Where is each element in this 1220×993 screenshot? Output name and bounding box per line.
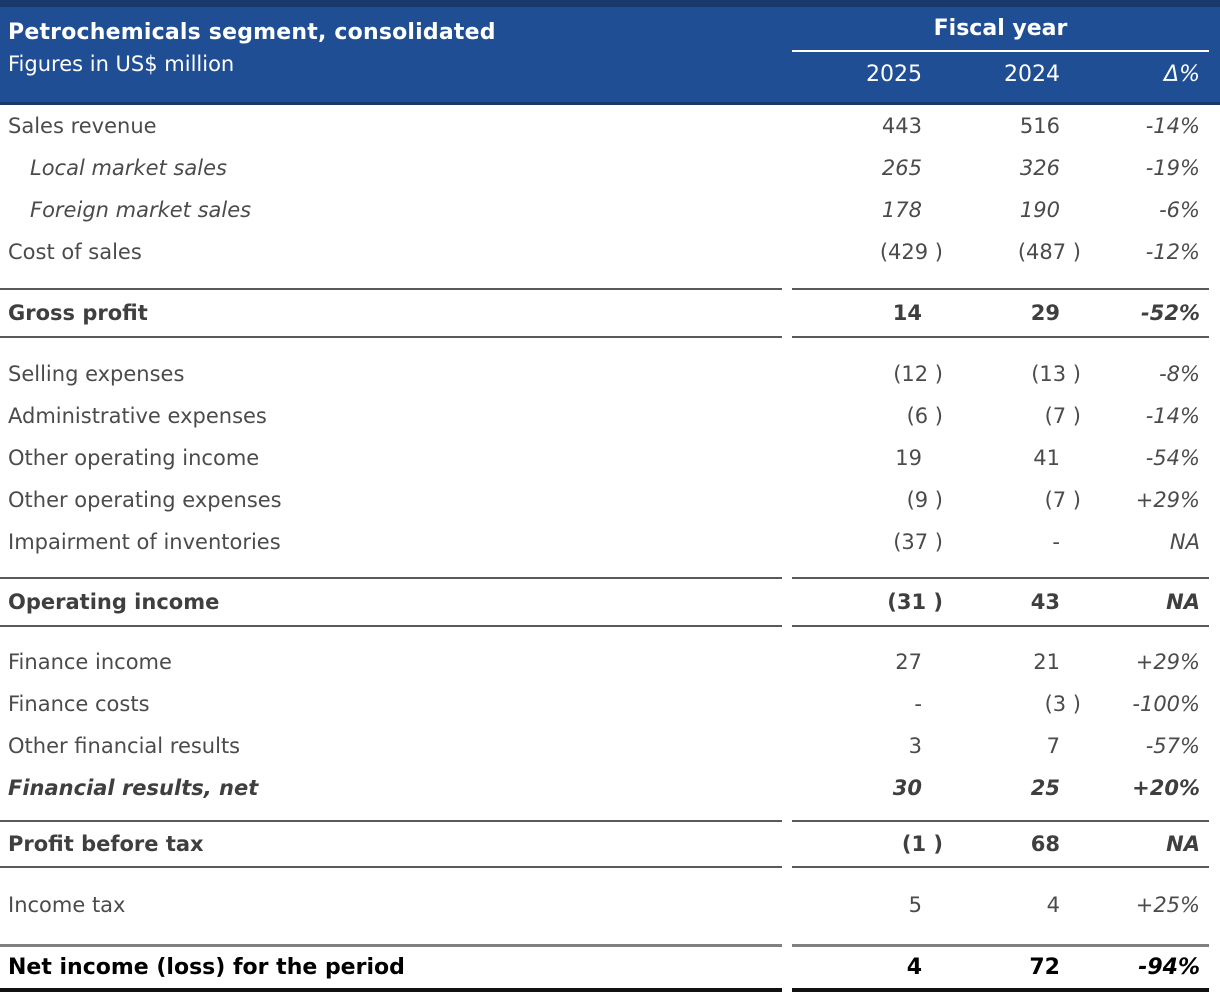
value-2025: 443	[881, 114, 922, 138]
value-delta: -19%	[1145, 156, 1200, 180]
fiscal-year-underline	[792, 50, 1209, 52]
value-2025: 19	[895, 446, 922, 470]
table-row-net-income	[0, 947, 1220, 988]
value-2024: 21	[1033, 650, 1060, 674]
table-header	[0, 0, 1220, 105]
row-label: Selling expenses	[8, 362, 185, 386]
value-2024: (7 )	[1044, 488, 1081, 512]
value-delta: -57%	[1145, 734, 1200, 758]
value-delta: -54%	[1145, 446, 1200, 470]
row-label: Other financial results	[8, 734, 241, 758]
value-delta: NA	[1169, 530, 1200, 554]
column-header-delta: Δ%	[1164, 62, 1200, 87]
table-row	[0, 884, 1220, 926]
row-label: Operating income	[8, 590, 220, 614]
row-label: Administrative expenses	[8, 404, 267, 428]
table-row	[0, 147, 1220, 189]
spacer	[0, 926, 1220, 944]
table-row	[0, 353, 1220, 395]
units-subtitle: Figures in US$ million	[8, 52, 235, 76]
table-row	[0, 105, 1220, 147]
row-label: Other operating expenses	[8, 488, 282, 512]
value-delta: -12%	[1145, 240, 1200, 264]
value-2025: 3	[908, 734, 922, 758]
table-row	[0, 641, 1220, 683]
spacer	[0, 338, 1220, 353]
column-header-2024: 2024	[1004, 62, 1060, 87]
value-2024: (7 )	[1044, 404, 1081, 428]
value-delta: +29%	[1135, 488, 1200, 512]
table-row-subtotal	[0, 767, 1220, 809]
value-delta: +25%	[1135, 893, 1200, 917]
spacer	[0, 273, 1220, 288]
value-delta: NA	[1166, 590, 1200, 614]
spacer	[0, 563, 1220, 577]
row-label: Local market sales	[30, 156, 227, 180]
row-label: Financial results, net	[8, 776, 259, 800]
section-rule	[0, 625, 1220, 627]
value-2024: 29	[1030, 301, 1060, 325]
value-delta: -14%	[1145, 114, 1200, 138]
section-rule	[0, 820, 1220, 822]
row-label: Foreign market sales	[30, 198, 252, 222]
table-row-total	[0, 290, 1220, 336]
table-row	[0, 437, 1220, 479]
value-2025: (31 )	[887, 590, 943, 614]
row-label: Sales revenue	[8, 114, 157, 138]
row-label: Profit before tax	[8, 832, 204, 856]
value-2024: 190	[1019, 198, 1060, 222]
value-delta: -94%	[1138, 955, 1200, 980]
column-header-2025: 2025	[866, 62, 922, 87]
row-label: Net income (loss) for the period	[8, 955, 405, 980]
row-label: Finance income	[8, 650, 172, 674]
value-delta: -8%	[1159, 362, 1200, 386]
value-2025: (1 )	[901, 832, 943, 856]
row-label: Finance costs	[8, 692, 150, 716]
row-label: Gross profit	[8, 301, 148, 325]
row-label: Other operating income	[8, 446, 260, 470]
row-label: Income tax	[8, 893, 126, 917]
row-label: Cost of sales	[8, 240, 142, 264]
column-headers	[792, 59, 1209, 87]
value-2024: 41	[1033, 446, 1060, 470]
table-row	[0, 231, 1220, 273]
value-delta: -100%	[1132, 692, 1200, 716]
value-delta: +20%	[1132, 776, 1200, 800]
spacer	[0, 868, 1220, 884]
value-2025: 14	[892, 301, 922, 325]
value-delta: -14%	[1145, 404, 1200, 428]
spacer	[0, 627, 1220, 641]
value-delta: NA	[1166, 832, 1200, 856]
value-2024: (13 )	[1031, 362, 1081, 386]
spacer	[0, 809, 1220, 820]
value-2024: 43	[1030, 590, 1060, 614]
table-row	[0, 683, 1220, 725]
table-row-total	[0, 822, 1220, 866]
value-2024: 326	[1019, 156, 1060, 180]
net-income-bottom-rule	[0, 988, 1220, 992]
table-row	[0, 521, 1220, 563]
value-delta: +29%	[1135, 650, 1200, 674]
value-2025: 27	[895, 650, 922, 674]
value-2024: 68	[1030, 832, 1060, 856]
income-statement-table	[0, 105, 1220, 992]
value-2025: -	[914, 692, 922, 716]
value-2024: 72	[1029, 955, 1060, 980]
net-income-top-rule	[0, 944, 1220, 947]
value-2024: (487 )	[1017, 240, 1081, 264]
value-2024: 25	[1030, 776, 1060, 800]
table-row	[0, 189, 1220, 231]
table-row	[0, 479, 1220, 521]
value-2025: (12 )	[893, 362, 943, 386]
table-row	[0, 725, 1220, 767]
value-delta: -6%	[1159, 198, 1200, 222]
fiscal-year-header-group	[792, 7, 1209, 102]
value-2024: 7	[1046, 734, 1060, 758]
value-2024: -	[1052, 530, 1060, 554]
section-rule	[0, 866, 1220, 868]
value-2025: 5	[908, 893, 922, 917]
value-2025: 30	[892, 776, 922, 800]
section-rule	[0, 577, 1220, 579]
value-2025: (429 )	[879, 240, 943, 264]
table-row	[0, 395, 1220, 437]
value-delta: -52%	[1141, 301, 1200, 325]
value-2025: (6 )	[906, 404, 943, 428]
value-2024: (3 )	[1044, 692, 1081, 716]
value-2025: (37 )	[893, 530, 943, 554]
table-row-total	[0, 579, 1220, 625]
fiscal-year-label: Fiscal year	[933, 16, 1068, 41]
section-rule	[0, 336, 1220, 338]
value-2025: 178	[881, 198, 922, 222]
value-2025: (9 )	[906, 488, 943, 512]
value-2024: 4	[1046, 893, 1060, 917]
value-2024: 516	[1019, 114, 1060, 138]
value-2025: 265	[881, 156, 922, 180]
value-2025: 4	[906, 955, 922, 980]
page-title: Petrochemicals segment, consolidated	[8, 20, 496, 45]
section-rule	[0, 288, 1220, 290]
row-label: Impairment of inventories	[8, 530, 281, 554]
